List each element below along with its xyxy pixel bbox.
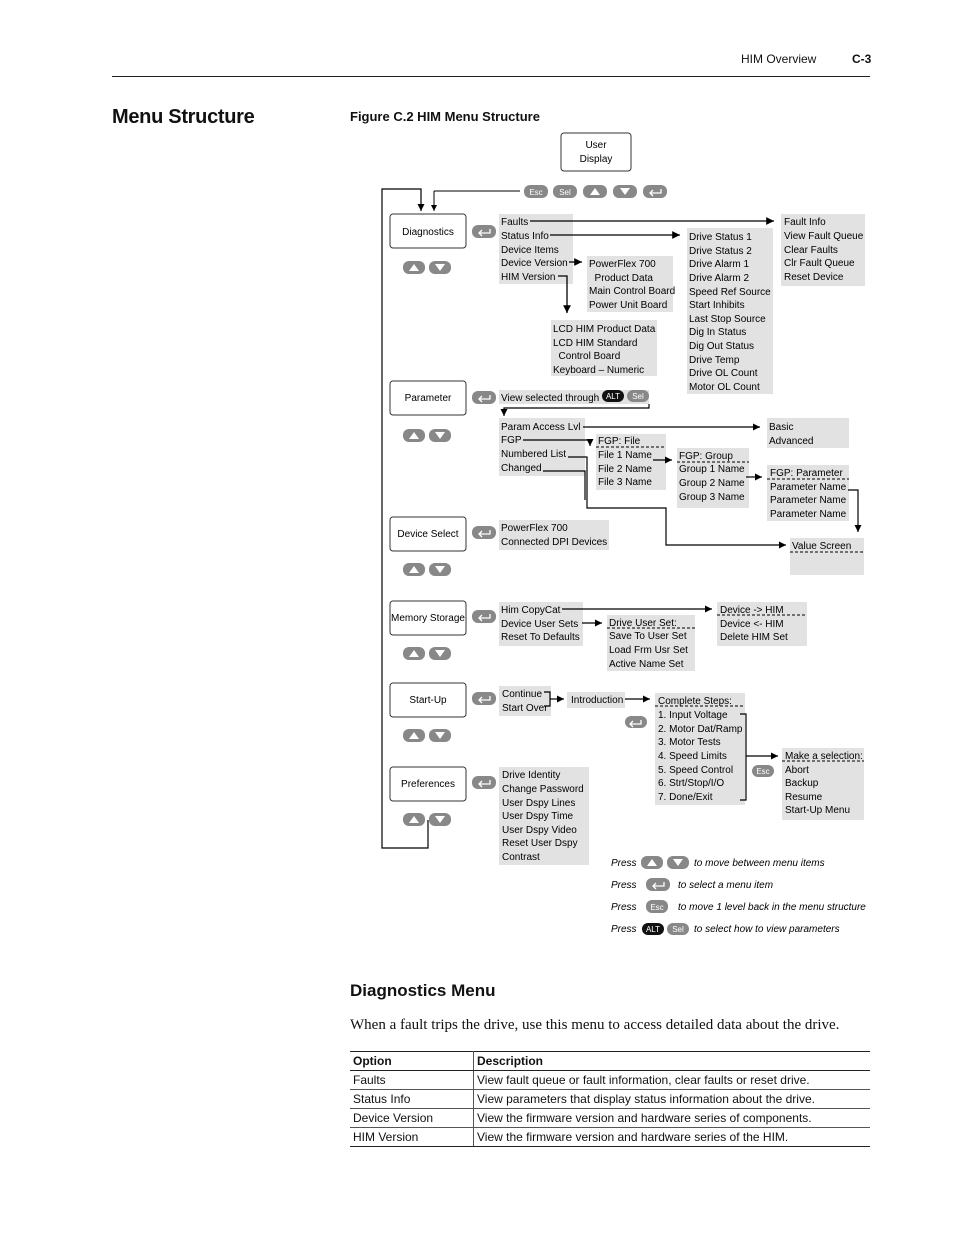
status-item: Drive Temp bbox=[689, 355, 740, 366]
copycat-item: Device -> HIM bbox=[720, 605, 784, 616]
param-item: FGP bbox=[501, 435, 522, 446]
fgp-param-item: Parameter Name bbox=[770, 495, 847, 506]
step-item: 6. Strt/Stop/I/O bbox=[658, 778, 725, 789]
table-row bbox=[350, 1109, 870, 1128]
enter-key-icon bbox=[643, 185, 667, 198]
access-item: Advanced bbox=[769, 436, 814, 447]
pref-item: Drive Identity bbox=[502, 770, 561, 781]
section-title: Menu Structure bbox=[112, 106, 255, 128]
status-item: Speed Ref Source bbox=[689, 287, 771, 298]
version-item: PowerFlex 700 bbox=[589, 259, 656, 270]
sel-key-label: Sel bbox=[632, 392, 644, 401]
sel-key-label: Sel bbox=[559, 188, 571, 197]
status-item: Drive Alarm 2 bbox=[689, 273, 750, 284]
diag-item: Status Info bbox=[501, 231, 549, 242]
step-item: 2. Motor Dat/Ramp bbox=[658, 724, 743, 735]
status-item: Dig Out Status bbox=[689, 341, 755, 352]
value-screen-label: Value Screen bbox=[792, 541, 852, 552]
copycat-list bbox=[720, 605, 788, 643]
option-cell: Device Version bbox=[350, 1109, 474, 1128]
description-cell: View fault queue or fault information, clear faults or reset drive. bbox=[474, 1071, 871, 1090]
version-item: Power Unit Board bbox=[589, 300, 668, 311]
pref-item: Reset User Dspy bbox=[502, 838, 578, 849]
param-item: Numbered List bbox=[501, 449, 567, 460]
fgp-group-item: Group 3 Name bbox=[679, 492, 745, 503]
description-cell: View parameters that display status information about the drive. bbox=[474, 1090, 871, 1109]
running-header-title: HIM Overview bbox=[741, 52, 817, 66]
fault-item: Clear Faults bbox=[784, 245, 838, 256]
pref-item: User Dspy Lines bbox=[502, 798, 576, 809]
device-item: PowerFlex 700 bbox=[501, 523, 568, 534]
him-version-item: LCD HIM Standard bbox=[553, 338, 638, 349]
status-item: Drive Alarm 1 bbox=[689, 259, 750, 270]
menu-parameter: Parameter bbox=[404, 393, 452, 404]
legend-back: to move 1 level back in the menu structure bbox=[678, 902, 866, 913]
access-item: Basic bbox=[769, 422, 794, 433]
alt-key-label: ALT bbox=[645, 925, 661, 934]
status-item: Start Inhibits bbox=[689, 300, 745, 311]
enter-icon bbox=[472, 391, 496, 404]
version-item: Product Data bbox=[589, 273, 653, 284]
fgp-group-item: Group 1 Name bbox=[679, 464, 745, 475]
fault-item: Fault Info bbox=[784, 217, 826, 228]
table-row bbox=[350, 1128, 870, 1147]
fgp-param-item: Parameter Name bbox=[770, 509, 847, 520]
status-item: Dig In Status bbox=[689, 327, 747, 338]
fgp-group-item: Group 2 Name bbox=[679, 478, 745, 489]
legend-press: Press bbox=[611, 858, 637, 869]
enter-icon bbox=[472, 225, 496, 238]
user-display-box bbox=[561, 133, 631, 171]
him-version-item: LCD HIM Product Data bbox=[553, 324, 656, 335]
fault-item: Reset Device bbox=[784, 272, 844, 283]
diag-item: Device Items bbox=[501, 245, 559, 256]
pref-item: Change Password bbox=[502, 784, 584, 795]
startup-item: Continue bbox=[502, 689, 543, 700]
selection-item: Abort bbox=[785, 765, 809, 776]
selection-item: Make a selection: bbox=[785, 751, 863, 762]
status-item: Drive OL Count bbox=[689, 368, 758, 379]
menu-column bbox=[390, 214, 466, 801]
fault-item: View Fault Queue bbox=[784, 231, 864, 242]
fault-item: Clr Fault Queue bbox=[784, 258, 855, 269]
menu-preferences: Preferences bbox=[401, 779, 455, 790]
esc-key-label: Esc bbox=[650, 903, 664, 912]
legend-press: Press bbox=[611, 902, 637, 913]
esc-key-label: Esc bbox=[529, 188, 543, 197]
startup-item: Start Over bbox=[502, 703, 548, 714]
description-cell: View the firmware version and hardware series of components. bbox=[474, 1109, 871, 1128]
diag-item: HIM Version bbox=[501, 272, 556, 283]
user-set-item: Load Frm Usr Set bbox=[609, 645, 688, 656]
copycat-item: Delete HIM Set bbox=[720, 632, 788, 643]
pref-item: User Dspy Video bbox=[502, 825, 577, 836]
column-header-option: Option bbox=[350, 1052, 474, 1071]
user-display-line1: User bbox=[585, 140, 607, 151]
step-item: 3. Motor Tests bbox=[658, 737, 721, 748]
fgp-param-item: FGP: Parameter bbox=[770, 468, 843, 479]
enter-icon bbox=[625, 716, 647, 728]
esc-key-label: Esc bbox=[756, 767, 770, 776]
step-item: 1. Input Voltage bbox=[658, 710, 728, 721]
status-item: Drive Status 2 bbox=[689, 246, 752, 257]
status-item: Motor OL Count bbox=[689, 382, 760, 393]
memory-item: Him CopyCat bbox=[501, 605, 561, 616]
description-cell: View the firmware version and hardware series of the HIM. bbox=[474, 1128, 871, 1147]
step-item: 5. Speed Control bbox=[658, 765, 734, 776]
menu-startup: Start-Up bbox=[409, 695, 447, 706]
fgp-file-item: File 3 Name bbox=[598, 477, 652, 488]
view-selected-text: View selected through bbox=[501, 393, 600, 404]
column-header-description: Description bbox=[474, 1052, 871, 1071]
version-item: Main Control Board bbox=[589, 286, 676, 297]
legend-select: to select a menu item bbox=[678, 880, 774, 891]
him-version-item: Control Board bbox=[553, 351, 621, 362]
table-row bbox=[350, 1090, 870, 1109]
menu-diagnostics: Diagnostics bbox=[402, 227, 454, 238]
introduction-label: Introduction bbox=[571, 695, 624, 706]
legend-press: Press bbox=[611, 924, 637, 935]
user-display-line2: Display bbox=[579, 154, 613, 165]
memory-item: Device User Sets bbox=[501, 619, 579, 630]
fgp-file-item: FGP: File bbox=[598, 436, 641, 447]
step-item: Complete Steps: bbox=[658, 696, 732, 707]
page-number: C-3 bbox=[852, 52, 872, 66]
diag-item: Faults bbox=[501, 217, 529, 228]
pref-item: User Dspy Time bbox=[502, 811, 574, 822]
legend-view: to select how to view parameters bbox=[694, 924, 840, 935]
top-key-row bbox=[434, 185, 667, 211]
legend-move: to move between menu items bbox=[694, 858, 825, 869]
selection-item: Start-Up Menu bbox=[785, 805, 851, 816]
selection-item: Resume bbox=[785, 792, 823, 803]
option-cell: Faults bbox=[350, 1071, 474, 1090]
sel-key-label: Sel bbox=[672, 925, 684, 934]
user-set-item: Save To User Set bbox=[609, 631, 687, 642]
diagnostics-options-table bbox=[350, 1051, 870, 1147]
status-item: Last Stop Source bbox=[689, 314, 766, 325]
enter-icons bbox=[472, 225, 496, 789]
figure-caption: Figure C.2 HIM Menu Structure bbox=[350, 109, 540, 124]
enter-icon bbox=[472, 692, 496, 705]
selection-item: Backup bbox=[785, 778, 819, 789]
step-item: 7. Done/Exit bbox=[658, 792, 713, 803]
alt-key-label: ALT bbox=[605, 392, 621, 401]
legend-press: Press bbox=[611, 880, 637, 891]
pref-item: Contrast bbox=[502, 852, 540, 863]
key-legend bbox=[611, 856, 866, 935]
subsection-title: Diagnostics Menu bbox=[350, 981, 496, 1000]
enter-icon bbox=[646, 878, 670, 891]
enter-icon bbox=[472, 610, 496, 623]
intro-text: When a fault trips the drive, use this menu to access detailed data about the drive. bbox=[350, 1017, 840, 1033]
step-item: 4. Speed Limits bbox=[658, 751, 727, 762]
fgp-group-item: FGP: Group bbox=[679, 451, 733, 462]
device-item: Connected DPI Devices bbox=[501, 537, 608, 548]
menu-memory-storage: Memory Storage bbox=[391, 613, 465, 624]
enter-icon bbox=[472, 526, 496, 539]
memory-item: Reset To Defaults bbox=[501, 632, 580, 643]
param-item: Param Access Lvl bbox=[501, 422, 581, 433]
option-cell: Status Info bbox=[350, 1090, 474, 1109]
copycat-item: Device <- HIM bbox=[720, 619, 784, 630]
enter-icon bbox=[472, 776, 496, 789]
diag-item: Device Version bbox=[501, 258, 568, 269]
option-cell: HIM Version bbox=[350, 1128, 474, 1147]
him-version-item: Keyboard – Numeric bbox=[553, 365, 645, 376]
table-row bbox=[350, 1071, 870, 1090]
fgp-file-item: File 2 Name bbox=[598, 464, 652, 475]
fgp-param-item: Parameter Name bbox=[770, 482, 847, 493]
menu-device-select: Device Select bbox=[397, 529, 459, 540]
user-set-item: Active Name Set bbox=[609, 659, 684, 670]
user-set-item: Drive User Set: bbox=[609, 618, 677, 629]
status-item: Drive Status 1 bbox=[689, 232, 752, 243]
table-header-row bbox=[350, 1052, 870, 1071]
param-item: Changed bbox=[501, 463, 542, 474]
fgp-file-item: File 1 Name bbox=[598, 450, 652, 461]
